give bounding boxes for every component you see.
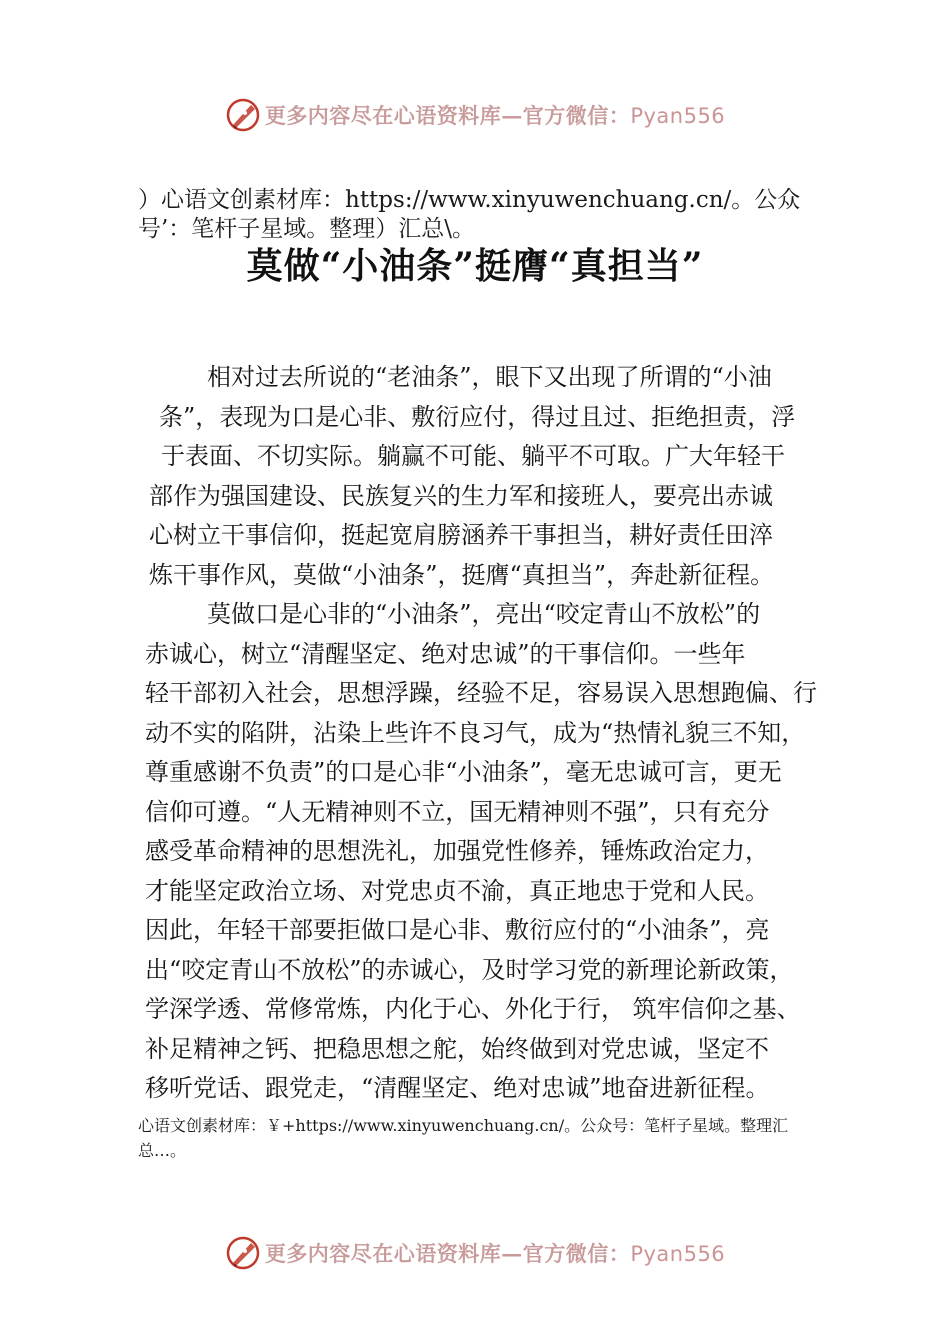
- text-line: 感受革命精神的思想洗礼，加强党性修养，锤炼政治定力，: [145, 837, 769, 865]
- source-top-line-1: ）心语文创素材库：https://www.xinyuwenchuang.cn/。公众: [138, 187, 801, 213]
- text-line: 于表面、不切实际。躺赢不可能、躺平不可取。广大年轻干: [161, 442, 785, 470]
- banner-text: [265, 1238, 725, 1268]
- article-title: 莫做“小油条”挺膺“真担当”: [246, 245, 704, 287]
- text-line: 部作为强国建设、民族复兴的生力军和接班人，要亮出赤诚: [149, 481, 773, 510]
- source-note-bottom: [138, 1113, 828, 1163]
- paragraph-2: [145, 595, 835, 1109]
- text-line: 条”，表现为口是心非、敷衍应付，得过且过、拒绝担责，浮: [159, 402, 796, 431]
- text-line: 轻干部初入社会，思想浮躁，经验不足，容易误入思想跑偏、行: [145, 679, 817, 707]
- text-line: 信仰可遵。“人无精神则不立，国无精神则不强”，只有充分: [145, 797, 770, 826]
- text-line: 才能坚定政治立场、对党忠贞不渝，真正地忠于党和人民。: [145, 876, 769, 905]
- text-line: 相对过去所说的“老油条”，眼下又出现了所谓的“小油: [207, 363, 772, 391]
- footer-banner: [0, 1233, 950, 1273]
- paragraph-1: [145, 358, 835, 595]
- banner-text-cn: 更多内容尽在心语资料库—官方微信：: [264, 1241, 631, 1266]
- text-line: 赤诚心，树立“清醒坚定、绝对忠诚”的干事信仰。一些年: [145, 639, 746, 668]
- source-bottom-line-2: 总…。: [138, 1141, 187, 1160]
- pen-logo-icon: [225, 1235, 261, 1271]
- text-line: 炼干事作风，莫做“小油条”，挺膺“真担当”，奔赴新征程。: [149, 560, 775, 589]
- text-line: 莫做口是心非的“小油条”，亮出“咬定青山不放松”的: [207, 600, 761, 628]
- text-line: 尊重感谢不负责”的口是心非“小油条”，毫无忠诚可言，更无: [145, 758, 782, 786]
- text-line: 心树立干事信仰，挺起宽肩膀涵养干事担当，耕好责任田淬: [149, 521, 773, 549]
- banner-text-cn: 更多内容尽在心语资料库—官方微信：: [264, 103, 631, 128]
- header-banner: [0, 95, 950, 135]
- banner-text: [265, 100, 725, 130]
- source-bottom-line-1: 心语文创素材库：￥+https://www.xinyuwenchuang.cn/。公众号：笔杆子星域。整理汇: [138, 1116, 789, 1135]
- text-line: 学深学透、常修常炼，内化于心、外化于行， 筑牢信仰之基、: [145, 995, 801, 1023]
- banner-wechat-id: Pyan556: [630, 104, 726, 128]
- text-line: 动不实的陷阱，沾染上些许不良习气，成为“热情礼貌三不知，: [145, 718, 806, 747]
- text-line: 补足精神之钙、把稳思想之舵，始终做到对党忠诚，坚定不: [145, 1034, 769, 1063]
- text-line: 出“咬定青山不放松”的赤诚心，及时学习党的新理论新政策，: [145, 955, 794, 984]
- pen-logo-icon: [225, 97, 261, 133]
- text-line: 因此，年轻干部要拒做口是心非、敷衍应付的“小油条”，亮: [145, 916, 770, 944]
- text-line: 移听党话、跟党走，“清醒坚定、绝对忠诚”地奋进新征程。: [145, 1074, 770, 1102]
- article-body: [145, 358, 835, 1109]
- banner-wechat-id: Pyan556: [630, 1242, 726, 1266]
- source-top-line-2: 号’：笔杆子星域。整理）汇总\。: [138, 216, 476, 242]
- source-note-top: [138, 186, 838, 244]
